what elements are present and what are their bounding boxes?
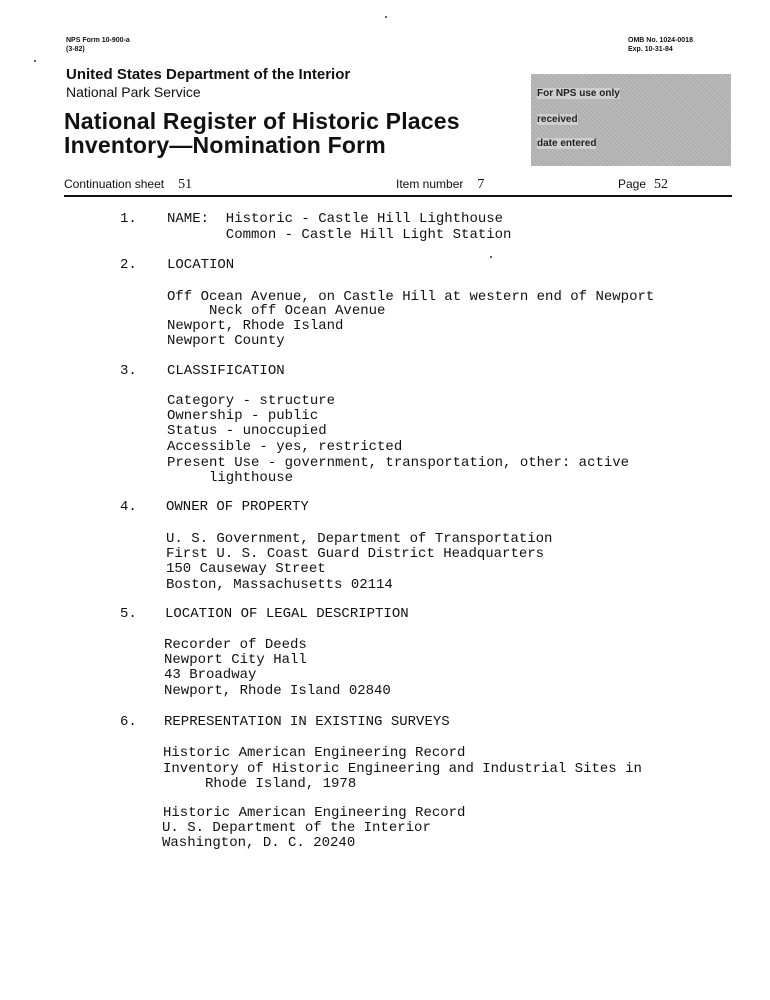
section-heading: LOCATION	[167, 257, 235, 273]
section-text-line: Newport City Hall	[164, 652, 307, 668]
section-text-line: Historic American Engineering Record	[163, 805, 466, 821]
scan-dot	[34, 60, 36, 62]
scan-dot	[490, 256, 492, 258]
section-heading: CLASSIFICATION	[167, 363, 285, 379]
section-text-line: 150 Causeway Street	[166, 561, 326, 577]
section-text-line: Newport County	[167, 333, 285, 349]
section-text-line: Boston, Massachusetts 02114	[166, 577, 393, 593]
section-text-line: Inventory of Historic Engineering and Industrial Sites in	[163, 761, 642, 777]
department-name: United States Department of the Interior	[66, 66, 351, 83]
page-value: 52	[654, 177, 669, 192]
section-text-line: Newport, Rhode Island 02840	[164, 683, 391, 699]
section-text-line: Category - structure	[167, 393, 336, 409]
service-name: National Park Service	[66, 84, 201, 100]
form-id: NPS Form 10-900-a	[66, 37, 130, 44]
section-text-line: Present Use - government, transportation, other: active	[167, 455, 630, 471]
section-heading: OWNER OF PROPERTY	[166, 499, 309, 515]
page-number	[618, 177, 668, 193]
section-heading: LOCATION OF LEGAL DESCRIPTION	[165, 606, 409, 622]
section-text-line: Historic American Engineering Record	[163, 745, 466, 761]
section-text-line: Neck off Ocean Avenue	[167, 303, 386, 319]
continuation-sheet	[64, 177, 192, 193]
item-number-value: 7	[477, 177, 485, 192]
section-text-line: 43 Broadway	[164, 667, 257, 683]
form-title-line2: Inventory—Nomination Form	[64, 132, 386, 158]
section-text-line: Off Ocean Avenue, on Castle Hill at western end of Newport	[167, 289, 655, 305]
continuation-sheet-value: 51	[178, 177, 193, 192]
form-date: (3-82)	[66, 46, 85, 53]
section-number: 5.	[120, 606, 137, 622]
omb-number: OMB No. 1024-0018	[628, 37, 693, 44]
section-text-line: U. S. Department of the Interior	[162, 820, 431, 836]
section-text-line: Accessible - yes, restricted	[167, 439, 403, 455]
section-text-line: Washington, D. C. 20240	[162, 835, 356, 851]
section-heading: REPRESENTATION IN EXISTING SURVEYS	[164, 714, 450, 730]
item-number	[396, 177, 484, 193]
nps-use-only-box	[531, 74, 731, 166]
date-entered-label: date entered	[537, 138, 597, 149]
nps-use-only-label: For NPS use only	[537, 88, 620, 99]
section-number: 3.	[120, 363, 137, 379]
page-label: Page	[618, 177, 647, 191]
section-number: 4.	[120, 499, 137, 515]
section-number: 2.	[120, 257, 137, 273]
section-text-line: NAME: Historic - Castle Hill Lighthouse	[167, 211, 504, 227]
form-title-line1: National Register of Historic Places	[64, 108, 460, 134]
section-text-line: U. S. Government, Department of Transportation	[166, 531, 553, 547]
item-number-label: Item number	[396, 177, 464, 191]
section-number: 6.	[120, 714, 137, 730]
section-text-line: First U. S. Coast Guard District Headquarters	[166, 546, 545, 562]
received-label: received	[537, 114, 578, 125]
expiration-date: Exp. 10-31-84	[628, 46, 673, 53]
section-text-line: Ownership - public	[167, 408, 319, 424]
scan-dot	[385, 16, 387, 18]
section-text-line: Newport, Rhode Island	[167, 318, 344, 334]
header-divider	[64, 195, 732, 197]
section-number: 1.	[120, 211, 137, 227]
section-text-line: Common - Castle Hill Light Station	[167, 227, 512, 243]
continuation-sheet-label: Continuation sheet	[64, 177, 165, 191]
section-text-line: Recorder of Deeds	[164, 637, 307, 653]
section-text-line: Status - unoccupied	[167, 423, 327, 439]
section-text-line: lighthouse	[167, 470, 294, 486]
section-text-line: Rhode Island, 1978	[163, 776, 357, 792]
